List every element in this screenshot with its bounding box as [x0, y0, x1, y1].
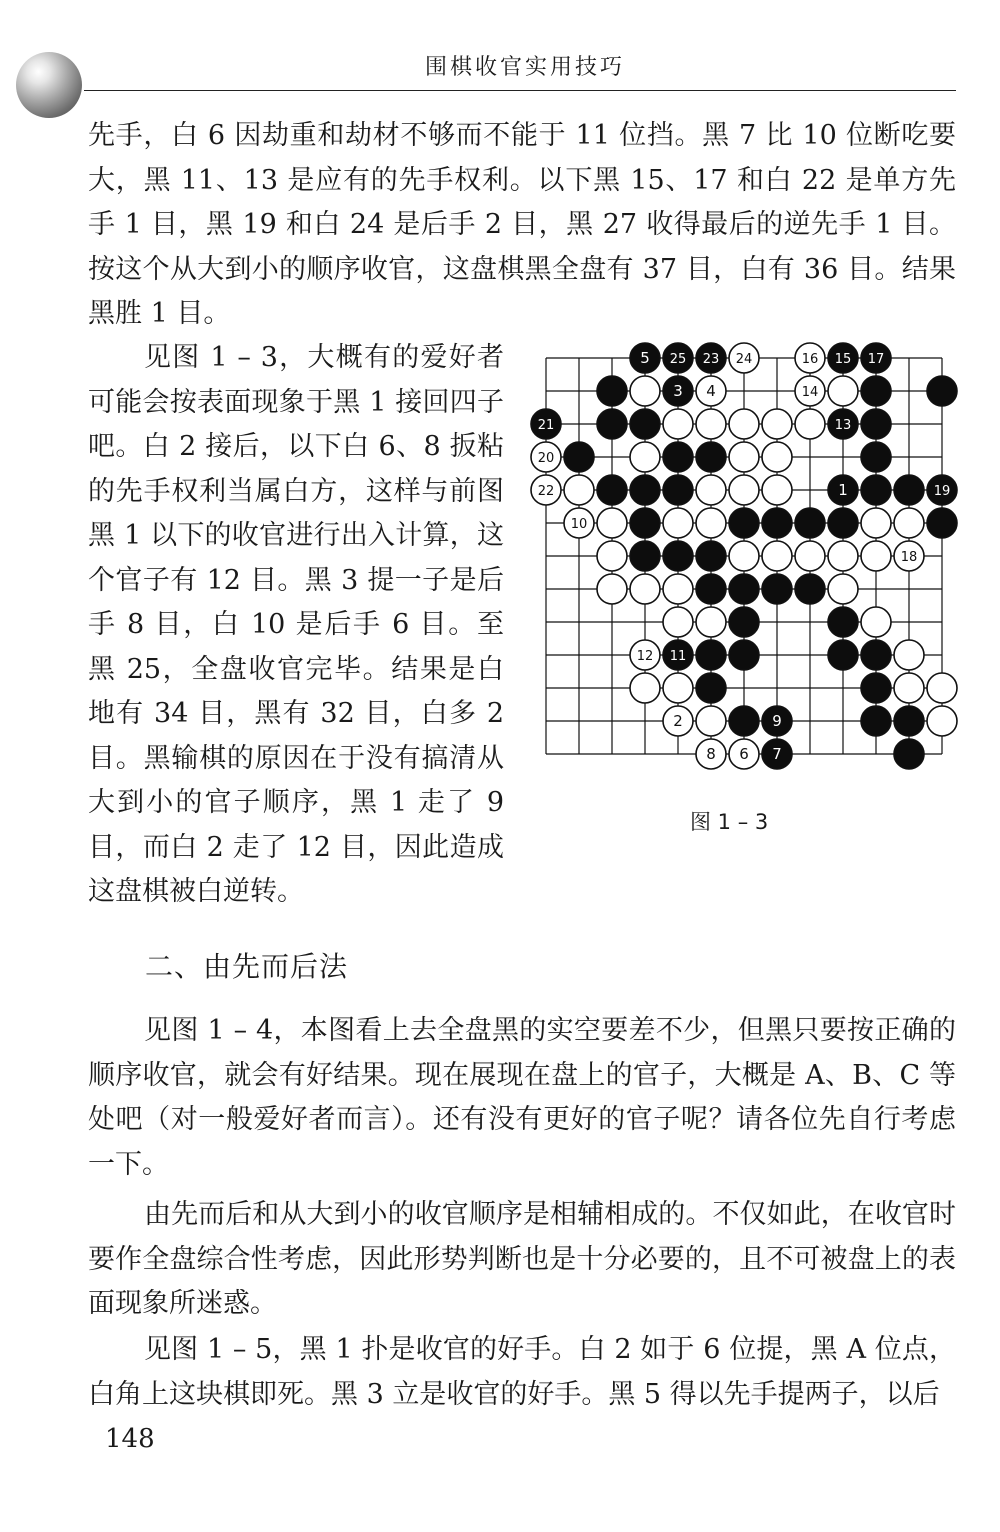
paragraph-figure-1-5: 见图 1 – 5，黑 1 扑是收官的好手。白 2 如于 6 位提，黑 A 位点，白角上这块棋即死。黑 3 立是收官的好手。黑 5 得以先手提两子，以后 — [88, 1334, 956, 1410]
white-stone — [861, 607, 891, 637]
white-stone — [894, 508, 924, 538]
move-number-label: 17 — [867, 352, 885, 367]
black-stone — [729, 607, 759, 637]
move-number-label: 13 — [834, 418, 852, 433]
black-stone — [696, 640, 726, 670]
black-stone — [927, 508, 957, 538]
go-board-diagram — [530, 338, 966, 784]
move-number-label: 20 — [537, 451, 555, 466]
move-number-label: 21 — [537, 418, 555, 433]
header-rule — [84, 90, 956, 91]
black-stone — [729, 508, 759, 538]
move-number-label: 18 — [900, 550, 918, 565]
white-stone — [663, 673, 693, 703]
move-number-label: 1 — [838, 481, 848, 499]
paragraph-principle: 由先而后和从大到小的收官顺序是相辅相成的。不仅如此，在收官时要作全盘综合性考虑，因此形势判断也是十分必要的，且不可被盘上的表面现象所迷惑。 — [88, 1199, 956, 1319]
black-stone — [894, 706, 924, 736]
black-stone — [597, 475, 627, 505]
white-stone — [729, 409, 759, 439]
black-stone — [762, 739, 792, 769]
move-number-label: 11 — [669, 649, 687, 664]
white-stone — [828, 574, 858, 604]
black-stone — [663, 343, 693, 373]
black-stone — [861, 706, 891, 736]
black-stone — [927, 376, 957, 406]
white-stone — [696, 706, 726, 736]
white-stone — [795, 343, 825, 373]
black-stone — [663, 442, 693, 472]
black-stone — [663, 541, 693, 571]
white-stone — [861, 508, 891, 538]
white-stone — [696, 376, 726, 406]
move-number-label: 8 — [706, 745, 716, 763]
white-stone — [729, 541, 759, 571]
black-stone — [729, 574, 759, 604]
black-stone — [597, 409, 627, 439]
black-stone — [795, 508, 825, 538]
move-number-label: 3 — [673, 382, 683, 400]
white-stone — [729, 475, 759, 505]
black-stone — [663, 376, 693, 406]
black-stone — [663, 640, 693, 670]
black-stone — [630, 409, 660, 439]
white-stone — [762, 541, 792, 571]
move-number-label: 6 — [739, 745, 749, 763]
white-stone — [762, 442, 792, 472]
black-stone — [828, 508, 858, 538]
move-number-label: 9 — [772, 712, 782, 730]
black-stone — [861, 442, 891, 472]
black-stone — [630, 541, 660, 571]
white-stone — [696, 607, 726, 637]
white-stone — [663, 508, 693, 538]
black-stone — [729, 706, 759, 736]
black-stone — [861, 475, 891, 505]
move-number-label: 10 — [570, 517, 588, 532]
black-stone — [564, 442, 594, 472]
move-number-label: 14 — [801, 385, 819, 400]
black-stone — [861, 673, 891, 703]
white-stone — [828, 541, 858, 571]
black-stone — [630, 475, 660, 505]
running-header-title: 围棋收官实用技巧 — [424, 55, 625, 80]
move-number-label: 2 — [673, 712, 683, 730]
paragraph-figure-1-3-commentary: 见图 1 – 3，大概有的爱好者可能会按表面现象于黑 1 接回四子吧。白 2 接后，以下白 6、8 扳粘的先手权利当属白方，这样与前图黑 1 以下的收官进行出入计算，这个官子有 12 目。黑 3 提一子是后手 8 目，白 10 是后手 6 目。至黑 25，全盘收官完毕。结果是白地有 34 目，黑有 32 目，白多 2 目。黑输棋的原因在于没有搞清从大到小的官子顺序，黑 1 走了 9 目，而白 2 走了 12 目，因此造成这盘棋被白逆转。 — [88, 342, 504, 907]
black-stone — [861, 376, 891, 406]
white-stone — [564, 475, 594, 505]
white-stone — [597, 541, 627, 571]
black-stone — [630, 508, 660, 538]
white-stone — [696, 475, 726, 505]
white-stone — [729, 739, 759, 769]
white-stone — [597, 508, 627, 538]
white-stone — [894, 640, 924, 670]
black-stone — [729, 640, 759, 670]
white-stone — [630, 376, 660, 406]
black-stone — [696, 343, 726, 373]
white-stone — [531, 475, 561, 505]
black-stone — [696, 442, 726, 472]
move-number-label: 25 — [669, 352, 687, 367]
white-stone — [762, 475, 792, 505]
white-stone — [696, 739, 726, 769]
white-stone — [663, 409, 693, 439]
black-stone — [696, 673, 726, 703]
paragraph-figure-1-4: 见图 1 – 4，本图看上去全盘黑的实空要差不少，但黑只要按正确的顺序收官，就会有好结果。现在展现在盘上的官子，大概是 A、B、C 等处吧（对一般爱好者而言）。还有没有更好的官子呢？请各位先自行考虑一下。 — [88, 1015, 956, 1180]
white-stone — [795, 541, 825, 571]
move-number-label: 16 — [801, 352, 819, 367]
black-stone — [894, 475, 924, 505]
black-stone — [894, 739, 924, 769]
header-ornament-sphere — [16, 52, 82, 118]
white-stone — [663, 574, 693, 604]
black-stone — [828, 475, 858, 505]
figure-caption: 图 1 – 3 — [690, 810, 769, 834]
white-stone — [894, 541, 924, 571]
black-stone — [696, 574, 726, 604]
white-stone — [630, 673, 660, 703]
black-stone — [663, 475, 693, 505]
white-stone — [630, 442, 660, 472]
black-stone — [630, 343, 660, 373]
page-number: 148 — [105, 1424, 155, 1454]
move-number-label: 15 — [834, 352, 852, 367]
move-number-label: 22 — [537, 484, 555, 499]
black-stone — [927, 475, 957, 505]
move-number-label: 12 — [636, 649, 654, 664]
black-stone — [597, 376, 627, 406]
white-stone — [696, 409, 726, 439]
black-stone — [861, 343, 891, 373]
black-stone — [828, 409, 858, 439]
white-stone — [927, 706, 957, 736]
move-number-label: 5 — [640, 349, 650, 367]
white-stone — [729, 442, 759, 472]
white-stone — [630, 574, 660, 604]
white-stone — [696, 508, 726, 538]
move-number-label: 23 — [702, 352, 720, 367]
black-stone — [795, 574, 825, 604]
black-stone — [762, 574, 792, 604]
white-stone — [795, 376, 825, 406]
section-heading: 二、由先而后法 — [145, 950, 349, 983]
black-stone — [861, 409, 891, 439]
white-stone — [663, 607, 693, 637]
black-stone — [828, 640, 858, 670]
white-stone — [729, 343, 759, 373]
black-stone — [762, 706, 792, 736]
white-stone — [861, 541, 891, 571]
white-stone — [663, 706, 693, 736]
move-number-label: 4 — [706, 382, 716, 400]
white-stone — [762, 409, 792, 439]
move-number-label: 24 — [735, 352, 753, 367]
white-stone — [531, 442, 561, 472]
white-stone — [795, 409, 825, 439]
black-stone — [828, 607, 858, 637]
white-stone — [564, 508, 594, 538]
black-stone — [861, 640, 891, 670]
move-number-label: 7 — [772, 745, 782, 763]
white-stone — [927, 673, 957, 703]
black-stone — [762, 508, 792, 538]
black-stone — [531, 409, 561, 439]
paragraph-continuation: 先手，白 6 因劫重和劫材不够而不能于 11 位挡。黑 7 比 10 位断吃要大，黑 11、13 是应有的先手权利。以下黑 15、17 和白 22 是单方先手 1 目，黑 19 和白 24 是后手 2 目，黑 27 收得最后的逆先手 1 目。按这个从大到小的顺序收官，这盘棋黑全盘有 37 目，白有 36 目。结果黑胜 1 目。 — [88, 120, 956, 329]
white-stone — [828, 376, 858, 406]
white-stone — [630, 640, 660, 670]
white-stone — [894, 673, 924, 703]
white-stone — [597, 574, 627, 604]
black-stone — [828, 343, 858, 373]
black-stone — [696, 541, 726, 571]
move-number-label: 19 — [933, 484, 951, 499]
